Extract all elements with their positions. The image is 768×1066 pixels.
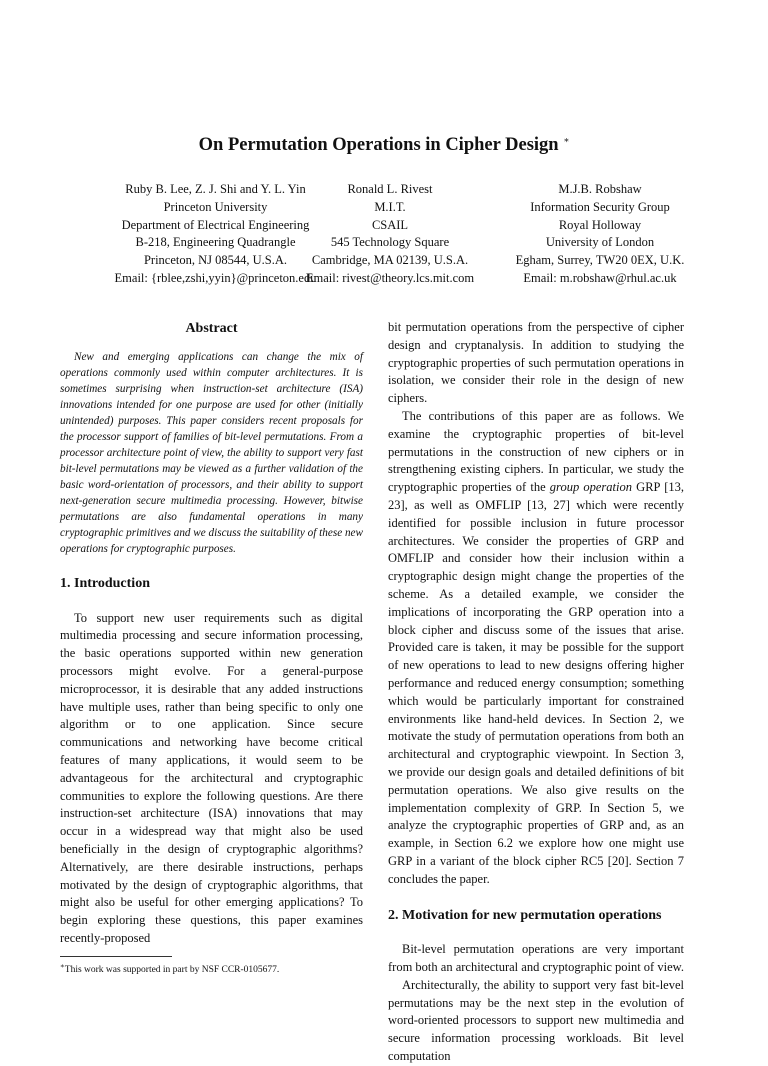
left-column <box>60 320 363 976</box>
paragraph-architecture: Architecturally, the ability to support very fast bit-level permutations may be the next step in the evolution of word-oriented processors to support new multimedia and secure information processing workloads. Bit level computation <box>388 977 684 1064</box>
author-city: Egham, Surrey, TW20 0EX, U.K. <box>515 253 685 268</box>
author-affiliation: Princeton University <box>163 199 268 214</box>
author-block-mit <box>290 181 490 288</box>
abstract-text: New and emerging applications can change the mix of operations commonly used within computer architectures. It is sometimes surprising when instruction-set architecture (ISA) innovations intended for one purpose are used for other (initially unintended) purposes. This paper considers recent proposals for the processor support of families of bit-level permutations. From a processor architecture point of view, the ability to support very fast bit-level permutations may be viewed as a further validation of the basic word-orientation of processors, and their ability to support next-generation secure multimedia processing. However, bitwise permutations are also fundamental operations in many cryptographic primitives and we discuss the suitability of these new operations for cryptographic purposes. <box>60 350 363 555</box>
abstract-heading: Abstract <box>185 321 238 336</box>
author-names: M.J.B. Robshaw <box>558 182 642 196</box>
group-operation-term: group operation <box>549 480 632 495</box>
introduction-text: To support new user requirements such as digital multimedia processing and secure information processing, the basic operations supported within new generation processors might evolve. For a general-purpose microprocessor, it is desirable that any added instructions have multiple uses, rather than being specific to only one algorithm or to one application. Since secure communications and networking have become critical features of many applications, it would seem to be advantageous for the architectural and cryptographic communities to explore the following questions. Are there instruction-set architecture (ISA) innovations that may occur in a widespread way that might also be used beneficially in the design of cryptographic algorithms? Alternatively, are there desirable instructions, perhaps motivated by the design of cryptographic algorithms, that might also be useful for other emerging applications? To begin exploring these questions, this paper examines recently-proposed <box>60 610 363 945</box>
author-city: Cambridge, MA 02139, U.S.A. <box>311 253 469 268</box>
author-block-rhul <box>480 181 720 288</box>
author-affiliation: Information Security Group <box>530 199 670 214</box>
paper-title: On Permutation Operations in Cipher Design ∗ <box>198 135 570 156</box>
paragraph-contributions: The contributions of this paper are as follows. We examine the cryptographic properties of bit-level permutations in the construction of new ciphers or in strengthening existing ciphers. In particular, we study the cryptographic properties of the group operation GRP [13, 23], as well as OMFLIP [13, 27] which were recently identified for possible inclusion in future processor architectures. We consider the properties of GRP and OMFLIP and consider how their inclusion within a cryptographic design might change the properties of the scheme. As a detailed example, we consider the implications of incorporating the GRP operation into a block cipher and discuss some of the issues that arise. Provided care is taken, it may be possible for the support of new operations to lead to new designs offering higher performance and reduced energy consumption; something which would be particularly important for constrained environments like hand-held devices. In Section 2, we motivate the study of permutation operations from both an architectural and cryptographic viewpoint. In Section 3, we provide our design goals and detailed definitions of bit permutation operations. We also give results on the implementation complexity of GRP. In Section 5, we analyze the cryptographic properties of GRP and, as an example, in Section 6.2 we explore how one might use GRP in a variant of the block cipher RC5 [20]. Section 7 concludes the paper. <box>388 408 684 886</box>
title-footnote-marker: ∗ <box>563 135 570 145</box>
footnote-text: This work was supported in part by NSF CCR-0105677. <box>64 964 280 975</box>
author-email: Email: rivest@theory.lcs.mit.com <box>305 270 475 285</box>
author-names: Ruby B. Lee, Z. J. Shi and Y. L. Yin <box>125 182 306 196</box>
author-email: Email: m.robshaw@rhul.ac.uk <box>523 270 677 285</box>
introduction-heading: 1. Introduction <box>60 575 150 591</box>
author-address: University of London <box>545 235 655 250</box>
author-department: CSAIL <box>371 217 409 232</box>
author-address: B-218, Engineering Quadrangle <box>135 235 296 250</box>
author-email: Email: {rblee,zshi,yyin}@princeton.edu <box>114 270 317 285</box>
author-city: Princeton, NJ 08544, U.S.A. <box>143 253 288 268</box>
right-column <box>388 319 684 1066</box>
author-department: Royal Holloway <box>558 217 642 232</box>
footnote-rule <box>60 956 172 957</box>
author-affiliation: M.I.T. <box>374 199 406 214</box>
footnote-marker: ∗ <box>60 961 65 970</box>
author-department: Department of Electrical Engineering <box>121 217 310 232</box>
paragraph-motivation: Bit-level permutation operations are very important from both an architectural and cryptographic point of view. <box>388 942 684 975</box>
paragraph-scope: bit permutation operations from the perspective of cipher design and cryptanalysis. In addition to studying the cryptographic properties of such permutation operations in isolation, we consider their role in the design of new ciphers. <box>388 320 684 406</box>
section2-heading: 2. Motivation for new permutation operations <box>388 907 662 923</box>
footnote <box>60 960 363 976</box>
author-names: Ronald L. Rivest <box>347 182 433 196</box>
author-address: 545 Technology Square <box>330 235 450 250</box>
